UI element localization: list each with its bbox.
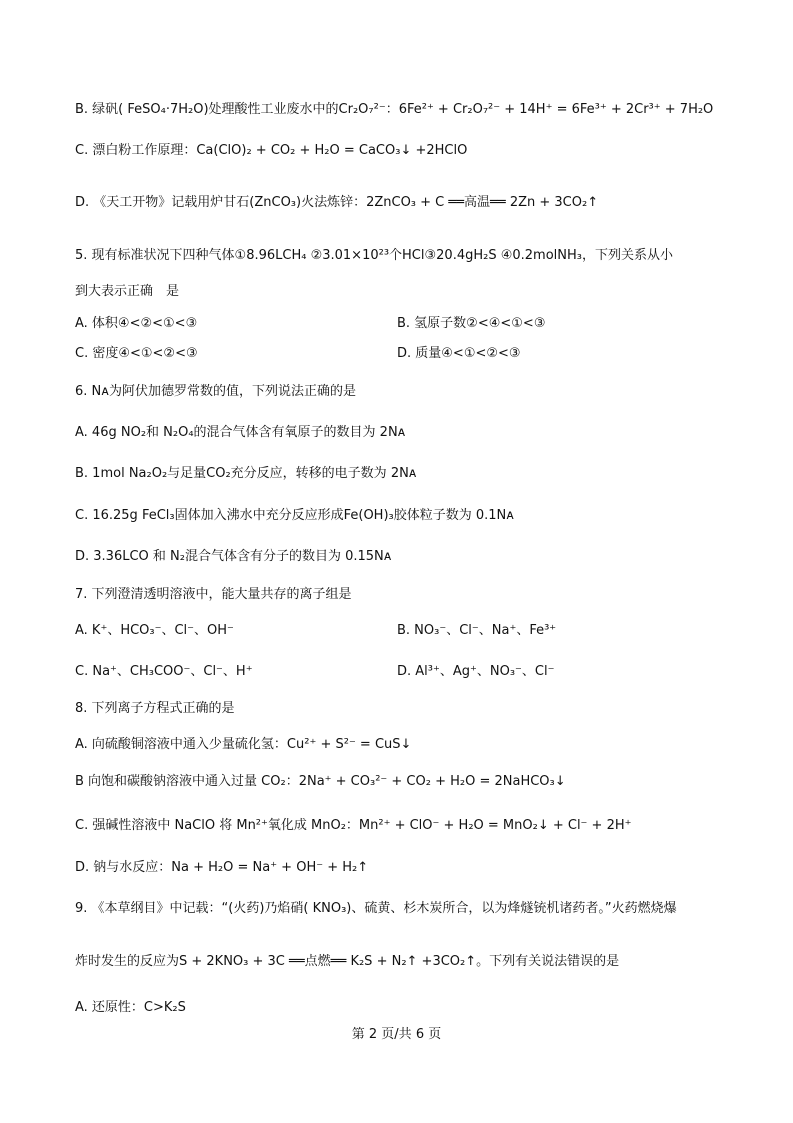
q6-stem: 6. Nᴀ为阿伏加德罗常数的值，下列说法正确的是 (75, 384, 356, 399)
q6-option-b: B. 1mol Na₂O₂与足量CO₂充分反应，转移的电子数为 2Nᴀ (75, 466, 417, 481)
q9-stem-line1: 9. 《本草纲目》中记载：“(火药)乃焰硝( KNO₃)、硫黄、杉木炭所合，以为烽燧铳机诸药者。”火药燃烧爆 (75, 901, 677, 916)
q9-option-a: A. 还原性：C>K₂S (75, 1000, 186, 1015)
q5-option-c: C. 密度④<①<②<③ (75, 346, 198, 361)
q6-option-a: A. 46g NO₂和 N₂O₄的混合气体含有氧原子的数目为 2Nᴀ (75, 425, 406, 440)
q7-option-d: D. Al³⁺、Ag⁺、NO₃⁻、Cl⁻ (397, 664, 555, 679)
q5-stem-line1: 5. 现有标准状况下四种气体①8.96LCH₄ ②3.01×10²³个HCl③20.4gH₂S ④0.2molNH₃，下列关系从小 (75, 248, 673, 263)
q6-option-d: D. 3.36LCO 和 N₂混合气体含有分子的数目为 0.15Nᴀ (75, 549, 392, 564)
q8-stem: 8. 下列离子方程式正确的是 (75, 701, 235, 716)
q8-option-d: D. 钠与水反应：Na + H₂O = Na⁺ + OH⁻ + H₂↑ (75, 860, 369, 875)
q5-option-a: A. 体积④<②<①<③ (75, 316, 198, 331)
q8-option-a: A. 向硫酸铜溶液中通入少量硫化氢：Cu²⁺ + S²⁻ = CuS↓ (75, 737, 412, 752)
q4-option-c: C. 漂白粉工作原理：Ca(ClO)₂ + CO₂ + H₂O = CaCO₃↓ +2HClO (75, 143, 468, 158)
q7-option-a: A. K⁺、HCO₃⁻、Cl⁻、OH⁻ (75, 623, 234, 638)
q7-option-c: C. Na⁺、CH₃COO⁻、Cl⁻、H⁺ (75, 664, 253, 679)
page-footer: 第 2 页/共 6 页 (351, 1027, 442, 1042)
q5-option-b: B. 氢原子数②<④<①<③ (397, 316, 546, 331)
q5-stem-line2: 到大表示正确 是 (75, 284, 180, 299)
q7-option-b: B. NO₃⁻、Cl⁻、Na⁺、Fe³⁺ (397, 623, 557, 638)
q8-option-b: B 向饱和碳酸钠溶液中通入过量 CO₂：2Na⁺ + CO₃²⁻ + CO₂ + H₂O = 2NaHCO₃↓ (75, 774, 566, 789)
q9-stem-line2: 炸时发生的反应为S + 2KNO₃ + 3C ══点燃══ K₂S + N₂↑ +3CO₂↑。下列有关说法错误的是 (75, 954, 620, 969)
q6-option-c: C. 16.25g FeCl₃固体加入沸水中充分反应形成Fe(OH)₃胶体粒子数为 0.1Nᴀ (75, 508, 514, 523)
q4-option-b: B. 绿矾( FeSO₄·7H₂O)处理酸性工业废水中的Cr₂O₇²⁻：6Fe²⁺ + Cr₂O₇²⁻ + 14H⁺ = 6Fe³⁺ + 2Cr³⁺ + 7H₂O (75, 102, 714, 117)
q8-option-c: C. 强碱性溶液中 NaClO 将 Mn²⁺氧化成 MnO₂：Mn²⁺ + ClO⁻ + H₂O = MnO₂↓ + Cl⁻ + 2H⁺ (75, 818, 632, 833)
q5-option-d: D. 质量④<①<②<③ (397, 346, 521, 361)
q4-option-d: D. 《天工开物》记载用炉甘石(ZnCO₃)火法炼锌：2ZnCO₃ + C ══高温══ 2Zn + 3CO₂↑ (75, 195, 599, 210)
q7-stem: 7. 下列澄清透明溶液中，能大量共存的离子组是 (75, 587, 352, 602)
